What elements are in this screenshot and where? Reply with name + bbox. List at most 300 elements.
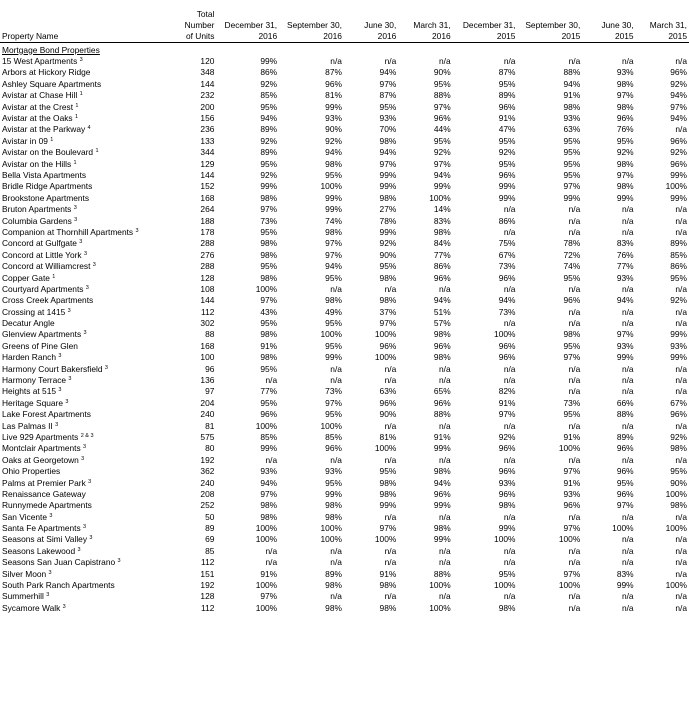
occupancy-cell: 96% bbox=[670, 135, 687, 146]
total-units-cell: 192 bbox=[200, 580, 215, 591]
occupancy-cell: 95% bbox=[498, 568, 516, 579]
occupancy-cell: 98% bbox=[325, 226, 342, 237]
occupancy-cell: 97% bbox=[260, 591, 278, 602]
occupancy-cell: 98% bbox=[498, 500, 516, 511]
occupancy-cell: 90% bbox=[379, 249, 397, 260]
occupancy-cell: 96% bbox=[325, 443, 342, 454]
occupancy-cell: 94% bbox=[670, 90, 687, 101]
occupancy-cell: 100% bbox=[374, 534, 397, 545]
table-row bbox=[0, 386, 689, 397]
occupancy-cell: n/a bbox=[675, 386, 687, 397]
occupancy-cell: n/a bbox=[621, 602, 634, 613]
occupancy-cell: n/a bbox=[503, 591, 516, 602]
occupancy-cell: 100% bbox=[374, 329, 397, 340]
occupancy-cell: 100% bbox=[558, 443, 581, 454]
property-name: Seasons at Simi Valley bbox=[2, 534, 88, 545]
property-name: Decatur Angle bbox=[2, 318, 55, 329]
property-name: Sycamore Walk bbox=[2, 602, 61, 613]
footnote-marker: 1 bbox=[74, 114, 78, 121]
occupancy-cell: 98% bbox=[325, 295, 342, 306]
header-period-3 bbox=[344, 0, 398, 42]
table-row bbox=[0, 603, 689, 614]
occupancy-cell: 97% bbox=[433, 101, 451, 112]
property-name-cell bbox=[0, 284, 169, 295]
occupancy-cell: 67% bbox=[670, 397, 687, 408]
occupancy-cell: 99% bbox=[498, 181, 516, 192]
total-units-cell: 192 bbox=[200, 454, 215, 465]
occupancy-cell: n/a bbox=[568, 283, 581, 294]
occupancy-cell: n/a bbox=[384, 375, 397, 386]
property-name: Heritage Square bbox=[2, 397, 63, 408]
total-units-cell: 264 bbox=[200, 204, 215, 215]
table-row bbox=[0, 261, 689, 272]
occupancy-cell: 95% bbox=[433, 78, 451, 89]
total-units-cell: 96 bbox=[205, 363, 215, 374]
occupancy-cell: n/a bbox=[568, 602, 581, 613]
footnote-marker: 3 bbox=[83, 444, 87, 451]
occupancy-cell: 97% bbox=[563, 181, 581, 192]
total-units-cell: 232 bbox=[200, 90, 215, 101]
property-name-cell bbox=[0, 318, 169, 329]
header-period-year: 2015 bbox=[614, 30, 634, 41]
header-period-4 bbox=[398, 0, 452, 42]
occupancy-cell: n/a bbox=[675, 557, 687, 568]
section-row bbox=[0, 42, 689, 56]
occupancy-cell: 98% bbox=[260, 272, 278, 283]
footnote-marker: 3 bbox=[79, 57, 83, 64]
property-name-cell bbox=[0, 398, 169, 409]
header-period-year: 2016 bbox=[323, 30, 342, 41]
occupancy-cell: 98% bbox=[616, 101, 634, 112]
footnote-marker: 3 bbox=[58, 353, 62, 360]
total-units-cell: 348 bbox=[200, 67, 215, 78]
occupancy-cell: n/a bbox=[384, 283, 397, 294]
property-name: Oaks at Georgetown bbox=[2, 454, 79, 465]
total-units-cell: 168 bbox=[200, 340, 215, 351]
total-units-cell: 112 bbox=[201, 557, 215, 568]
occupancy-cell: 96% bbox=[498, 466, 516, 477]
occupancy-cell: n/a bbox=[675, 375, 687, 386]
occupancy-cell: 92% bbox=[498, 147, 516, 158]
occupancy-cell: 78% bbox=[563, 238, 581, 249]
occupancy-cell: 92% bbox=[670, 295, 687, 306]
footnote-marker: 1 bbox=[75, 102, 79, 109]
occupancy-cell: 99% bbox=[433, 500, 451, 511]
total-units-cell: 144 bbox=[200, 169, 215, 180]
occupancy-cell: 92% bbox=[498, 431, 516, 442]
property-name: Concord at Little York bbox=[2, 249, 82, 260]
occupancy-cell: n/a bbox=[675, 511, 687, 522]
occupancy-cell: 73% bbox=[498, 261, 516, 272]
occupancy-cell: n/a bbox=[265, 545, 278, 556]
occupancy-cell: 88% bbox=[433, 568, 451, 579]
property-name-cell bbox=[0, 477, 169, 488]
table-row bbox=[0, 375, 689, 386]
occupancy-cell: n/a bbox=[384, 511, 397, 522]
occupancy-cell: n/a bbox=[568, 420, 581, 431]
occupancy-cell: 96% bbox=[260, 409, 278, 420]
section-title: Mortgage Bond Properties bbox=[2, 44, 100, 55]
occupancy-cell: 91% bbox=[379, 568, 397, 579]
header-units-line-2: Number bbox=[184, 19, 215, 30]
occupancy-cell: 98% bbox=[260, 238, 278, 249]
occupancy-cell: 98% bbox=[325, 580, 342, 591]
total-units-cell: 100 bbox=[200, 352, 215, 363]
total-units-cell: 69 bbox=[205, 534, 215, 545]
property-name-cell bbox=[0, 295, 169, 306]
occupancy-cell: n/a bbox=[675, 591, 687, 602]
occupancy-cell: 94% bbox=[325, 147, 342, 158]
occupancy-cell: 94% bbox=[433, 295, 451, 306]
occupancy-cell: n/a bbox=[384, 454, 397, 465]
table-row bbox=[0, 113, 689, 124]
occupancy-cell: n/a bbox=[621, 454, 634, 465]
occupancy-cell: 100% bbox=[494, 329, 516, 340]
property-name-cell bbox=[0, 534, 169, 545]
table-row bbox=[0, 398, 689, 409]
occupancy-cell: n/a bbox=[384, 56, 397, 67]
occupancy-cell: 93% bbox=[670, 340, 687, 351]
occupancy-cell: n/a bbox=[503, 454, 516, 465]
occupancy-cell: n/a bbox=[675, 568, 687, 579]
property-name: Crossing at 1415 bbox=[2, 306, 66, 317]
total-units-cell: 89 bbox=[205, 523, 215, 534]
occupancy-cell: 76% bbox=[616, 124, 634, 135]
property-name-cell bbox=[0, 375, 169, 386]
property-name: Concord at Williamcrest bbox=[2, 261, 91, 272]
property-name-cell bbox=[0, 568, 169, 579]
header-period-year: 2016 bbox=[258, 30, 278, 41]
occupancy-cell: 96% bbox=[498, 352, 516, 363]
occupancy-cell: 98% bbox=[379, 477, 397, 488]
table-row bbox=[0, 500, 689, 511]
occupancy-cell: 99% bbox=[325, 101, 342, 112]
table-row bbox=[0, 352, 689, 363]
property-name-cell bbox=[0, 272, 169, 283]
total-units-cell: 112 bbox=[201, 306, 215, 317]
occupancy-cell: 98% bbox=[325, 158, 342, 169]
occupancy-cell: n/a bbox=[568, 215, 581, 226]
property-name-cell bbox=[0, 204, 169, 215]
footnote-marker: 3 bbox=[74, 216, 78, 223]
occupancy-cell: 100% bbox=[255, 602, 278, 613]
occupancy-cell: 84% bbox=[433, 238, 451, 249]
occupancy-cell: 98% bbox=[433, 226, 451, 237]
occupancy-cell: 93% bbox=[498, 477, 516, 488]
property-name-cell bbox=[0, 261, 169, 272]
occupancy-cell: 99% bbox=[433, 534, 451, 545]
occupancy-cell: 99% bbox=[616, 352, 634, 363]
occupancy-cell: 85% bbox=[260, 431, 278, 442]
header-period-date: June 30, bbox=[364, 19, 397, 30]
total-units-cell: 204 bbox=[200, 397, 215, 408]
table-row bbox=[0, 295, 689, 306]
occupancy-cell: n/a bbox=[503, 375, 516, 386]
occupancy-cell: 95% bbox=[563, 409, 581, 420]
footnote-marker: 3 bbox=[46, 592, 50, 599]
occupancy-cell: 91% bbox=[260, 340, 278, 351]
occupancy-cell: 98% bbox=[379, 135, 397, 146]
property-name: Ashley Square Apartments bbox=[2, 78, 102, 89]
property-name: Harmony Terrace bbox=[2, 375, 67, 386]
header-period-8 bbox=[636, 0, 689, 42]
total-units-cell: 97 bbox=[205, 386, 215, 397]
table-row bbox=[0, 557, 689, 568]
occupancy-cell: 43% bbox=[260, 306, 278, 317]
occupancy-cell: n/a bbox=[384, 363, 397, 374]
property-name-cell bbox=[0, 352, 169, 363]
occupancy-cell: 27% bbox=[379, 204, 397, 215]
occupancy-cell: 97% bbox=[563, 523, 581, 534]
occupancy-cell: n/a bbox=[675, 204, 687, 215]
total-units-cell: 112 bbox=[201, 602, 215, 613]
occupancy-cell: 95% bbox=[260, 158, 278, 169]
occupancy-cell: 73% bbox=[563, 397, 581, 408]
occupancy-cell: 100% bbox=[612, 523, 634, 534]
property-name: Courtyard Apartments bbox=[2, 283, 84, 294]
occupancy-cell: n/a bbox=[568, 363, 581, 374]
occupancy-cell: 94% bbox=[433, 477, 451, 488]
table-row bbox=[0, 90, 689, 101]
property-name: Runnymede Apartments bbox=[2, 500, 92, 511]
total-units-cell: 133 bbox=[200, 135, 215, 146]
table-row bbox=[0, 341, 689, 352]
occupancy-cell: n/a bbox=[675, 534, 687, 545]
table-body bbox=[0, 42, 689, 614]
occupancy-cell: n/a bbox=[675, 124, 687, 135]
occupancy-cell: 96% bbox=[325, 78, 342, 89]
occupancy-cell: 98% bbox=[616, 181, 634, 192]
occupancy-cell: 95% bbox=[325, 477, 342, 488]
property-name-cell bbox=[0, 580, 169, 591]
occupancy-cell: n/a bbox=[568, 545, 581, 556]
header-period-2 bbox=[279, 0, 344, 42]
property-name: Avistar in 09 bbox=[2, 135, 48, 146]
footnote-marker: 3 bbox=[83, 330, 87, 337]
occupancy-cell: 96% bbox=[563, 500, 581, 511]
occupancy-cell: 95% bbox=[498, 158, 516, 169]
total-units-cell: 178 bbox=[200, 226, 215, 237]
occupancy-cell: 87% bbox=[325, 67, 342, 78]
occupancy-cell: n/a bbox=[568, 591, 581, 602]
property-name: Harden Ranch bbox=[2, 352, 57, 363]
occupancy-cell: 100% bbox=[255, 420, 278, 431]
occupancy-cell: 98% bbox=[498, 602, 516, 613]
property-name: Avistar on the Hills bbox=[2, 158, 72, 169]
occupancy-cell: 49% bbox=[325, 306, 342, 317]
occupancy-cell: n/a bbox=[675, 420, 687, 431]
header-period-date: March 31, bbox=[413, 19, 451, 30]
occupancy-cell: 100% bbox=[494, 580, 516, 591]
occupancy-cell: n/a bbox=[330, 56, 342, 67]
occupancy-cell: 95% bbox=[379, 261, 397, 272]
occupancy-cell: 89% bbox=[325, 568, 342, 579]
occupancy-cell: 95% bbox=[325, 272, 342, 283]
table-row bbox=[0, 238, 689, 249]
occupancy-cell: n/a bbox=[439, 56, 451, 67]
occupancy-cell: 97% bbox=[433, 158, 451, 169]
occupancy-cell: 95% bbox=[616, 135, 634, 146]
occupancy-cell: 98% bbox=[433, 466, 451, 477]
occupancy-cell: 93% bbox=[616, 340, 634, 351]
occupancy-cell: 99% bbox=[563, 192, 581, 203]
property-name-cell bbox=[0, 591, 169, 602]
total-units-cell: 108 bbox=[200, 283, 215, 294]
occupancy-cell: 95% bbox=[325, 169, 342, 180]
property-name: Bella Vista Apartments bbox=[2, 169, 87, 180]
total-units-cell: 240 bbox=[200, 409, 215, 420]
occupancy-cell: 82% bbox=[498, 386, 516, 397]
occupancy-cell: 98% bbox=[325, 500, 342, 511]
total-units-cell: 120 bbox=[200, 56, 215, 67]
occupancy-cell: 94% bbox=[379, 67, 397, 78]
total-units-cell: 156 bbox=[200, 113, 215, 124]
table-row bbox=[0, 546, 689, 557]
occupancy-cell: 99% bbox=[260, 56, 278, 67]
occupancy-cell: 98% bbox=[260, 352, 278, 363]
header-period-date: September 30, bbox=[525, 19, 581, 30]
occupancy-cell: n/a bbox=[568, 375, 581, 386]
occupancy-cell: 70% bbox=[379, 124, 397, 135]
property-name: Santa Fe Apartments bbox=[2, 523, 81, 534]
occupancy-cell: 91% bbox=[563, 431, 581, 442]
table-row bbox=[0, 250, 689, 261]
footnote-marker: 3 bbox=[117, 558, 121, 565]
occupancy-cell: 91% bbox=[563, 477, 581, 488]
occupancy-cell: 93% bbox=[616, 67, 634, 78]
property-name-cell bbox=[0, 443, 169, 454]
occupancy-cell: 98% bbox=[616, 158, 634, 169]
property-name-cell bbox=[0, 101, 169, 112]
occupancy-cell: 66% bbox=[616, 397, 634, 408]
occupancy-cell: 100% bbox=[255, 580, 278, 591]
total-units-cell: 240 bbox=[200, 477, 215, 488]
occupancy-cell: 93% bbox=[325, 466, 342, 477]
table-row bbox=[0, 466, 689, 477]
occupancy-cell: n/a bbox=[330, 375, 342, 386]
occupancy-cell: 63% bbox=[379, 386, 397, 397]
property-name-cell bbox=[0, 147, 169, 158]
table-row bbox=[0, 284, 689, 295]
footnote-marker: 3 bbox=[73, 205, 77, 212]
footnote-marker: 1 bbox=[50, 136, 54, 143]
occupancy-cell: 74% bbox=[563, 261, 581, 272]
occupancy-cell: 98% bbox=[379, 602, 397, 613]
total-units-cell: 129 bbox=[200, 158, 215, 169]
property-name-cell bbox=[0, 512, 169, 523]
total-units-cell: 81 bbox=[205, 420, 215, 431]
occupancy-cell: 99% bbox=[670, 169, 687, 180]
occupancy-cell: n/a bbox=[330, 591, 342, 602]
occupancy-cell: 96% bbox=[498, 443, 516, 454]
table-row bbox=[0, 363, 689, 374]
occupancy-cell: 95% bbox=[670, 272, 687, 283]
occupancy-cell: n/a bbox=[568, 204, 581, 215]
footnote-marker: 3 bbox=[55, 421, 59, 428]
occupancy-cell: 83% bbox=[616, 568, 634, 579]
property-name-cell bbox=[0, 170, 169, 181]
footnote-marker: 3 bbox=[48, 569, 52, 576]
footnote-marker: 4 bbox=[87, 125, 91, 132]
occupancy-cell: 99% bbox=[616, 192, 634, 203]
occupancy-cell: 100% bbox=[255, 534, 278, 545]
occupancy-cell: 100% bbox=[665, 580, 687, 591]
occupancy-cell: n/a bbox=[621, 511, 634, 522]
occupancy-cell: 57% bbox=[433, 318, 451, 329]
property-name: 15 West Apartments bbox=[2, 56, 78, 67]
occupancy-cell: 94% bbox=[498, 295, 516, 306]
table-row bbox=[0, 204, 689, 215]
occupancy-cell: n/a bbox=[621, 545, 634, 556]
occupancy-cell: 87% bbox=[498, 67, 516, 78]
occupancy-cell: 97% bbox=[379, 523, 397, 534]
occupancy-cell: 97% bbox=[260, 488, 278, 499]
occupancy-cell: n/a bbox=[265, 454, 278, 465]
occupancy-cell: 97% bbox=[616, 329, 634, 340]
total-units-cell: 128 bbox=[200, 591, 215, 602]
occupancy-cell: 98% bbox=[325, 511, 342, 522]
occupancy-cell: 97% bbox=[260, 295, 278, 306]
occupancy-cell: 95% bbox=[325, 318, 342, 329]
table-row bbox=[0, 136, 689, 147]
footnote-marker: 1 bbox=[52, 273, 56, 280]
total-units-cell: 88 bbox=[205, 329, 215, 340]
occupancy-cell: 98% bbox=[260, 329, 278, 340]
property-name-cell bbox=[0, 409, 169, 420]
occupancy-cell: n/a bbox=[330, 557, 342, 568]
occupancy-cell: 99% bbox=[260, 443, 278, 454]
occupancy-cell: 77% bbox=[260, 386, 278, 397]
occupancy-cell: 95% bbox=[260, 261, 278, 272]
total-units-cell: 144 bbox=[200, 78, 215, 89]
occupancy-cell: 98% bbox=[379, 295, 397, 306]
occupancy-cell: n/a bbox=[568, 386, 581, 397]
occupancy-cell: 47% bbox=[498, 124, 516, 135]
header-period-date: March 31, bbox=[649, 19, 687, 30]
occupancy-cell: 91% bbox=[433, 431, 451, 442]
occupancy-cell: 95% bbox=[260, 101, 278, 112]
header-period-year: 2016 bbox=[377, 30, 397, 41]
property-name-cell bbox=[0, 329, 169, 340]
occupancy-cell: 77% bbox=[616, 261, 634, 272]
header-period-date: June 30, bbox=[601, 19, 634, 30]
footnote-marker: 3 bbox=[58, 387, 62, 394]
property-name-cell bbox=[0, 250, 169, 261]
occupancy-cell: n/a bbox=[675, 318, 687, 329]
occupancy-cell: n/a bbox=[439, 591, 451, 602]
occupancy-cell: n/a bbox=[621, 56, 634, 67]
total-units-cell: 128 bbox=[200, 272, 215, 283]
total-units-cell: 200 bbox=[200, 101, 215, 112]
table-row bbox=[0, 193, 689, 204]
property-name: Harmony Court Bakersfield bbox=[2, 363, 103, 374]
occupancy-cell: 96% bbox=[433, 340, 451, 351]
table-row bbox=[0, 158, 689, 169]
property-name: South Park Ranch Apartments bbox=[2, 580, 115, 591]
occupancy-cell: 100% bbox=[558, 534, 581, 545]
header-period-6 bbox=[517, 0, 582, 42]
occupancy-cell: n/a bbox=[503, 283, 516, 294]
occupancy-cell: 95% bbox=[498, 78, 516, 89]
property-name: Renaissance Gateway bbox=[2, 488, 86, 499]
header-units-line-1: Total bbox=[196, 8, 215, 19]
occupancy-cell: 95% bbox=[433, 135, 451, 146]
occupancy-cell: 97% bbox=[563, 352, 581, 363]
occupancy-cell: 86% bbox=[670, 261, 687, 272]
occupancy-cell: 92% bbox=[260, 169, 278, 180]
occupancy-cell: n/a bbox=[621, 375, 634, 386]
occupancy-cell: 93% bbox=[260, 466, 278, 477]
